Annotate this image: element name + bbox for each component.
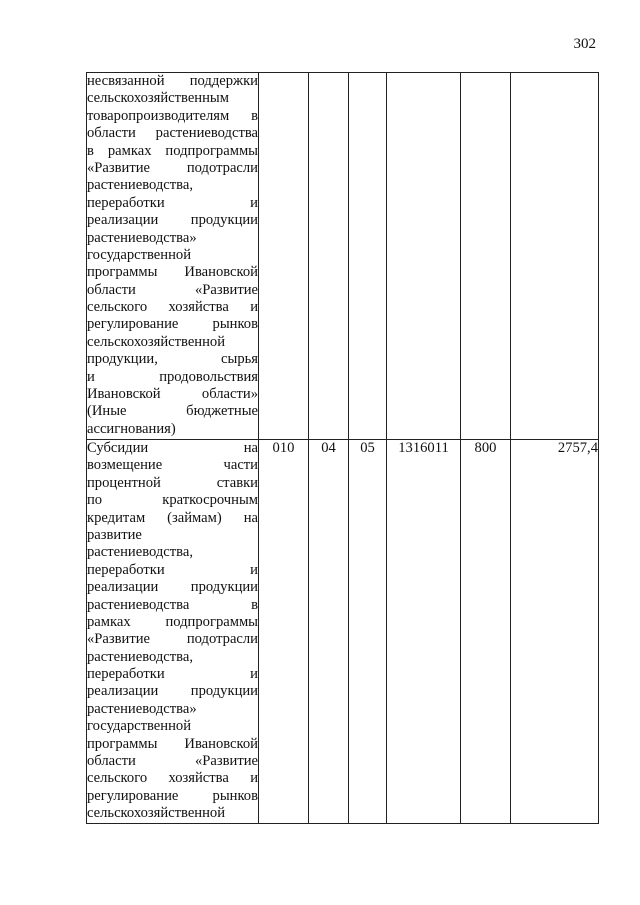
description-line: реализации продукции bbox=[87, 212, 258, 229]
description-line: программы Ивановской bbox=[87, 735, 258, 752]
description-line: в рамках подпрограммы bbox=[87, 142, 258, 159]
description-line: «Развитие подотрасли bbox=[87, 159, 258, 176]
description-line: регулирование рынков bbox=[87, 316, 258, 333]
description-line: государственной bbox=[87, 718, 192, 735]
expense-kind-cell: 800 bbox=[461, 440, 511, 824]
description-line: программы Ивановской bbox=[87, 264, 258, 281]
subsection-cell bbox=[309, 73, 349, 440]
description-line: сельскохозяйственной bbox=[87, 333, 226, 350]
chapter-cell bbox=[349, 73, 387, 440]
description-line: растениеводства» bbox=[87, 229, 197, 246]
description-cell bbox=[87, 73, 259, 440]
description-line: и продовольствия bbox=[87, 368, 258, 385]
description-line: сельскохозяйственным bbox=[87, 90, 229, 107]
description-line: (Иные бюджетные bbox=[87, 403, 258, 420]
description-line: реализации продукции bbox=[87, 579, 258, 596]
section-cell bbox=[259, 73, 309, 440]
description-line: растениеводства, bbox=[87, 177, 193, 194]
description-line: растениеводства в bbox=[87, 596, 258, 613]
description-line: процентной ставки bbox=[87, 474, 258, 491]
description-line: растениеводства, bbox=[87, 544, 193, 561]
description-line: сельскохозяйственной bbox=[87, 805, 226, 822]
description-line: товаропроизводителям в bbox=[87, 107, 258, 124]
description-line: Ивановской области» bbox=[87, 386, 258, 403]
description-line: переработки и bbox=[87, 561, 258, 578]
budget-table bbox=[86, 72, 599, 824]
description-line: возмещение части bbox=[87, 457, 258, 474]
subsection-cell: 04 bbox=[309, 440, 349, 824]
expense-kind-cell bbox=[461, 73, 511, 440]
description-line: по краткосрочным bbox=[87, 492, 258, 509]
description-line: ассигнования) bbox=[87, 420, 176, 437]
description-line: сельского хозяйства и bbox=[87, 770, 258, 787]
chapter-cell: 05 bbox=[349, 440, 387, 824]
description-lines bbox=[87, 73, 258, 438]
target-article-cell: 1316011 bbox=[387, 440, 461, 824]
amount-cell: 2757,4 bbox=[511, 440, 599, 824]
description-line: «Развитие подотрасли bbox=[87, 631, 258, 648]
description-line: области «Развитие bbox=[87, 753, 258, 770]
description-line: растениеводства» bbox=[87, 700, 197, 717]
target-article-cell bbox=[387, 73, 461, 440]
description-line: государственной bbox=[87, 246, 192, 263]
amount-cell bbox=[511, 73, 599, 440]
description-line: переработки и bbox=[87, 194, 258, 211]
description-line: регулирование рынков bbox=[87, 787, 258, 804]
description-line: несвязанной поддержки bbox=[87, 73, 258, 89]
description-line: реализации продукции bbox=[87, 683, 258, 700]
description-line: сельского хозяйства и bbox=[87, 299, 258, 316]
table-row bbox=[87, 73, 599, 440]
description-line: кредитам (займам) на bbox=[87, 509, 258, 526]
description-lines bbox=[87, 440, 258, 823]
section-cell: 010 bbox=[259, 440, 309, 824]
description-line: переработки и bbox=[87, 666, 258, 683]
description-line: продукции, сырья bbox=[87, 351, 258, 368]
table-row bbox=[87, 440, 599, 824]
description-cell bbox=[87, 440, 259, 824]
description-line: области «Развитие bbox=[87, 281, 258, 298]
description-line: рамках подпрограммы bbox=[87, 613, 258, 630]
description-line: растениеводства, bbox=[87, 648, 193, 665]
description-line: Субсидии на bbox=[87, 440, 258, 456]
description-line: развитие bbox=[87, 526, 142, 543]
page-number: 302 bbox=[573, 36, 596, 52]
description-line: области растениеводства bbox=[87, 125, 258, 142]
